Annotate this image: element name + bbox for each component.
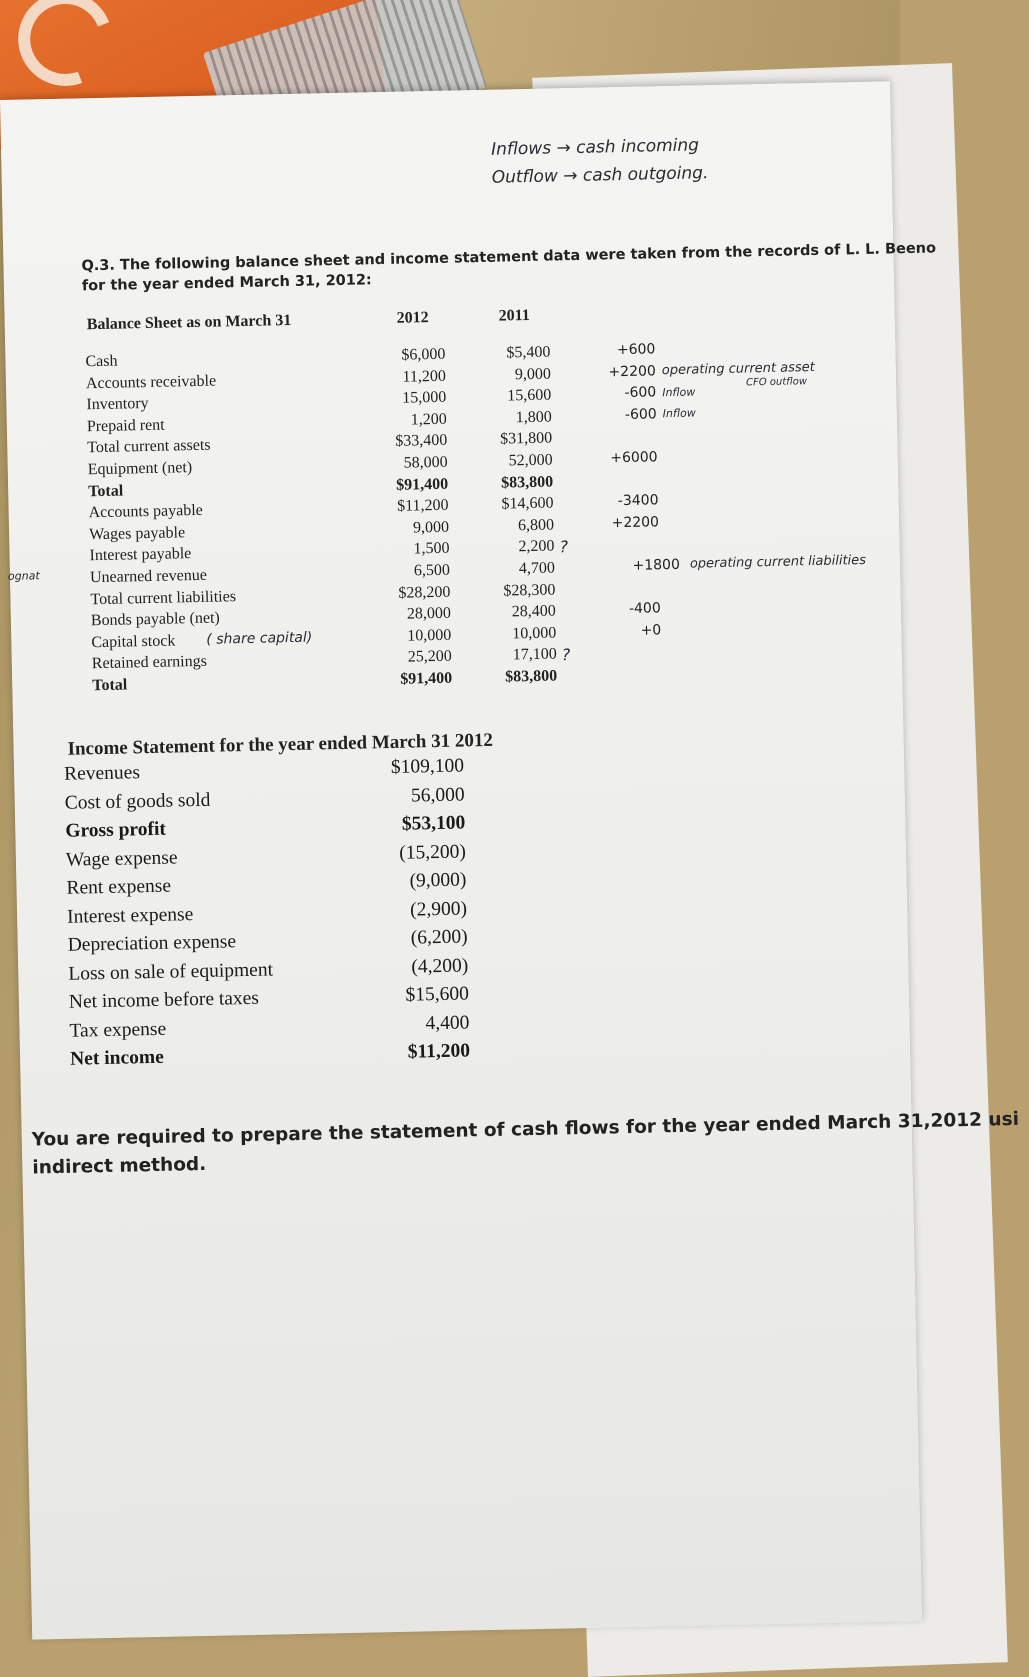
- inflow-note-inventory: Inflow: [662, 385, 696, 400]
- table-row: Net income before taxes $15,600: [68, 983, 470, 1013]
- table-row: Prepaid rent 1,200 1,800 -600: [86, 406, 657, 436]
- operating-current-asset-note: operating current asset: [661, 359, 815, 379]
- share-capital-note: ( share capital): [206, 629, 313, 648]
- table-row: Total current liabilities $28,200 $28,300: [90, 581, 556, 608]
- table-row: Total $91,400 $83,800: [92, 667, 558, 695]
- table-row: Loss on sale of equipment (4,200): [68, 954, 469, 985]
- table-row: Cash $6,000 $5,400 +600: [85, 341, 656, 371]
- cfo-outflow-note: CFO outflow: [745, 376, 808, 389]
- table-row: Cost of goods sold 56,000: [64, 783, 465, 814]
- table-row: Equipment (net) 58,000 52,000 +6000: [87, 449, 658, 479]
- question-line-1: Q.3. The following balance sheet and income statement data were taken from the records of L. L. Beeno: [81, 240, 937, 275]
- requirement-line-2: indirect method.: [32, 1153, 207, 1179]
- table-row: Accounts payable $11,200 $14,600 -3400: [88, 492, 659, 522]
- column-header-2012: 2012: [396, 309, 429, 327]
- table-row: Depreciation expense (6,200): [67, 926, 468, 956]
- table-row: Rent expense (9,000): [66, 869, 467, 899]
- column-header-2011: 2011: [498, 306, 530, 325]
- table-row: Inventory 15,000 15,600 -600: [86, 384, 657, 414]
- requirement-line-1: You are required to prepare the statement of cash flows for the year ended March 31,2012 usi: [31, 1108, 1020, 1151]
- notebook-logo: [3, 0, 127, 101]
- table-row: Net income $11,200: [69, 1040, 471, 1070]
- operating-current-liabilities-note: operating current liabilities: [689, 552, 867, 572]
- table-row: Interest payable 1,500 2,200 ?: [89, 537, 569, 565]
- handwritten-inflows-note: Inflows → cash incoming: [490, 135, 700, 160]
- left-margin-note: ognat: [7, 569, 40, 583]
- income-statement-title: Income Statement for the year ended March 31 2012: [67, 729, 494, 760]
- inflow-note-prepaid: Inflow: [662, 406, 696, 421]
- worksheet-page: [0, 81, 1020, 1639]
- table-row: Wage expense (15,200): [65, 840, 467, 871]
- table-row: Tax expense 4,400: [69, 1011, 470, 1042]
- table-row: Interest expense (2,900): [66, 897, 468, 928]
- table-row: Gross profit $53,100: [65, 812, 466, 842]
- income-statement-table: [54, 754, 520, 1077]
- table-row: Accounts receivable 11,200 9,000 +2200: [85, 362, 656, 392]
- question-mark-annotation: ?: [559, 537, 569, 557]
- table-row: Retained earnings 25,200 17,100 ?: [91, 645, 571, 673]
- table-row: Wages payable 9,000 6,800 +2200: [88, 514, 660, 543]
- table-row: Total $91,400 $83,800: [88, 473, 554, 500]
- table-row: Unearned revenue 6,500 4,700 +1800 operating current liabilities: [89, 552, 867, 587]
- balance-sheet-title: Balance Sheet as on March 31: [86, 311, 292, 334]
- table-row: Total current assets $33,400 $31,800: [87, 429, 553, 457]
- table-row: Bonds payable (net) 28,000 28,400 -400: [90, 600, 661, 630]
- question-mark-annotation: ?: [561, 645, 571, 665]
- table-row: Revenues $109,100: [63, 755, 465, 785]
- table-row: Capital stock ( share capital) 10,000 10,000 +0: [91, 621, 662, 651]
- handwritten-outflows-note: Outflow → cash outgoing.: [491, 163, 709, 188]
- question-line-2: for the year ended March 31, 2012:: [81, 272, 372, 295]
